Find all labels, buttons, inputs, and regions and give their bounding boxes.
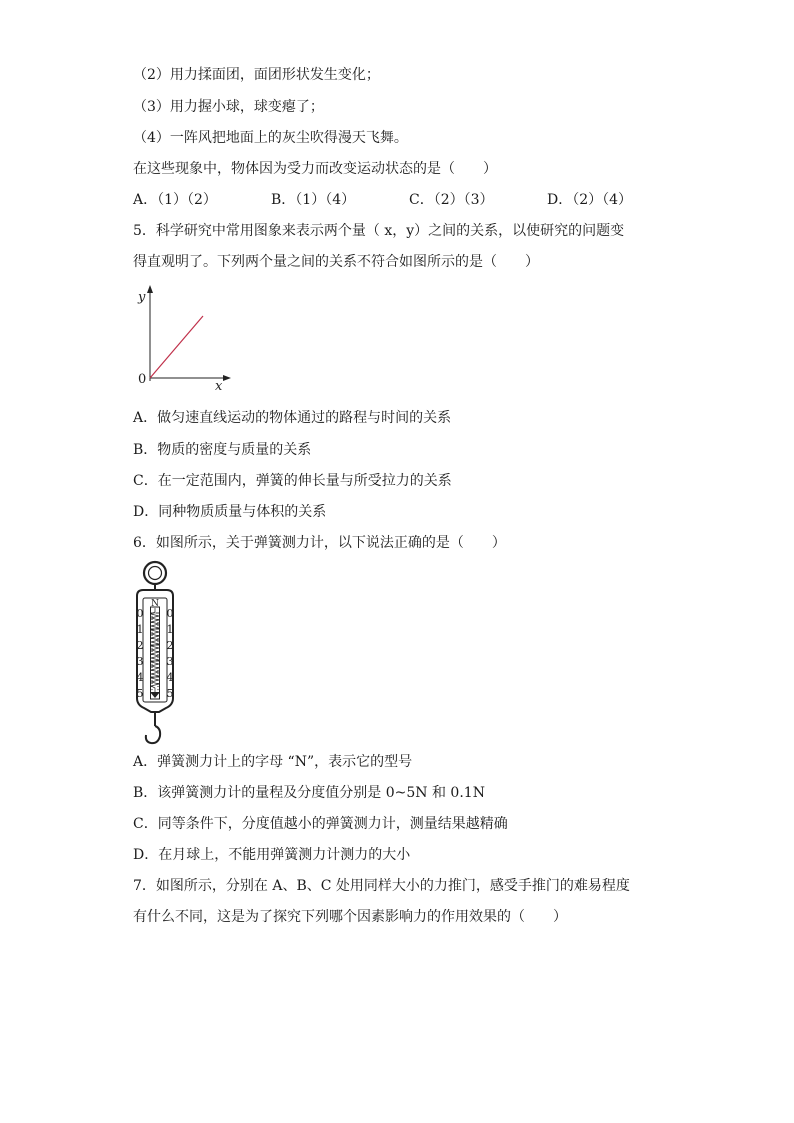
scale-left-2: 2 xyxy=(136,639,144,652)
scale-right-0: 0 xyxy=(166,607,174,620)
scale-right-5: 5 xyxy=(166,687,174,700)
graph-y-label: y xyxy=(138,290,146,305)
q4-item-2: （2）用力揉面团，面团形状发生变化； xyxy=(133,67,380,83)
graph-origin-label: 0 xyxy=(138,372,147,387)
q4-option-b: B．（1）（4） xyxy=(271,192,356,208)
q7-stem-line2: 有什么不同，这是为了探究下列哪个因素影响力的作用效果的（ ） xyxy=(133,909,567,925)
q5-stem-line1: 5．科学研究中常用图象来表示两个量（ x，y）之间的关系，以使研究的问题变 xyxy=(133,223,625,239)
q4-stem: 在这些现象中，物体因为受力而改变运动状态的是（ ） xyxy=(133,161,497,177)
q4-option-a: A．（1）（2） xyxy=(133,192,217,208)
q6-option-b: B．该弹簧测力计的量程及分度值分别是 0~5N 和 0.1N xyxy=(133,785,485,801)
graph-x-arrow-icon xyxy=(223,375,231,381)
q5-option-a: A．做匀速直线运动的物体通过的路程与时间的关系 xyxy=(133,410,452,426)
spring-scale-figure xyxy=(128,560,188,750)
scale-left-3: 3 xyxy=(136,655,144,668)
q6-option-a: A．弹簧测力计上的字母 “N”，表示它的型号 xyxy=(133,754,413,770)
scale-left-0: 0 xyxy=(136,607,144,620)
scale-left-4: 4 xyxy=(136,671,144,684)
graph-x-label: x xyxy=(215,379,223,393)
q5-stem-line2: 得直观明了。下列两个量之间的关系不符合如图所示的是（ ） xyxy=(133,254,539,270)
graph-proportional-line xyxy=(150,316,203,378)
hook-icon xyxy=(146,726,160,743)
q6-option-c: C．同等条件下，分度值越小的弹簧测力计，测量结果越精确 xyxy=(133,816,508,832)
scale-right-1: 1 xyxy=(166,623,174,636)
scale-left-1: 1 xyxy=(136,623,144,636)
scale-right-4: 4 xyxy=(166,671,174,684)
q7-stem-line1: 7．如图所示，分别在 A、B、C 处用同样大小的力推门，感受手推门的难易程度 xyxy=(133,878,630,894)
q4-item-4: （4）一阵风把地面上的灰尘吹得漫天飞舞。 xyxy=(133,130,408,146)
graph-y-arrow-icon xyxy=(147,285,153,293)
scale-right-3: 3 xyxy=(166,655,174,668)
spring-scale-ring-icon xyxy=(144,562,166,584)
q6-option-d: D．在月球上，不能用弹簧测力计测力的大小 xyxy=(133,847,411,863)
q4-item-3: （3）用力握小球，球变瘪了； xyxy=(133,99,324,115)
q5-linear-graph xyxy=(133,283,233,393)
scale-left-5: 5 xyxy=(136,687,144,700)
q5-option-b: B．物质的密度与质量的关系 xyxy=(133,442,312,458)
q5-option-d: D．同种物质质量与体积的关系 xyxy=(133,504,327,520)
q4-option-d: D．（2）（4） xyxy=(547,192,633,208)
q5-option-c: C．在一定范围内，弹簧的伸长量与所受拉力的关系 xyxy=(133,473,452,489)
scale-right-2: 2 xyxy=(166,639,174,652)
q4-options xyxy=(133,190,693,210)
spring-scale-unit-label: N xyxy=(151,599,159,609)
q4-option-c: C．（2）（3） xyxy=(409,192,494,208)
q6-stem: 6．如图所示，关于弹簧测力计，以下说法正确的是（ ） xyxy=(133,535,506,551)
